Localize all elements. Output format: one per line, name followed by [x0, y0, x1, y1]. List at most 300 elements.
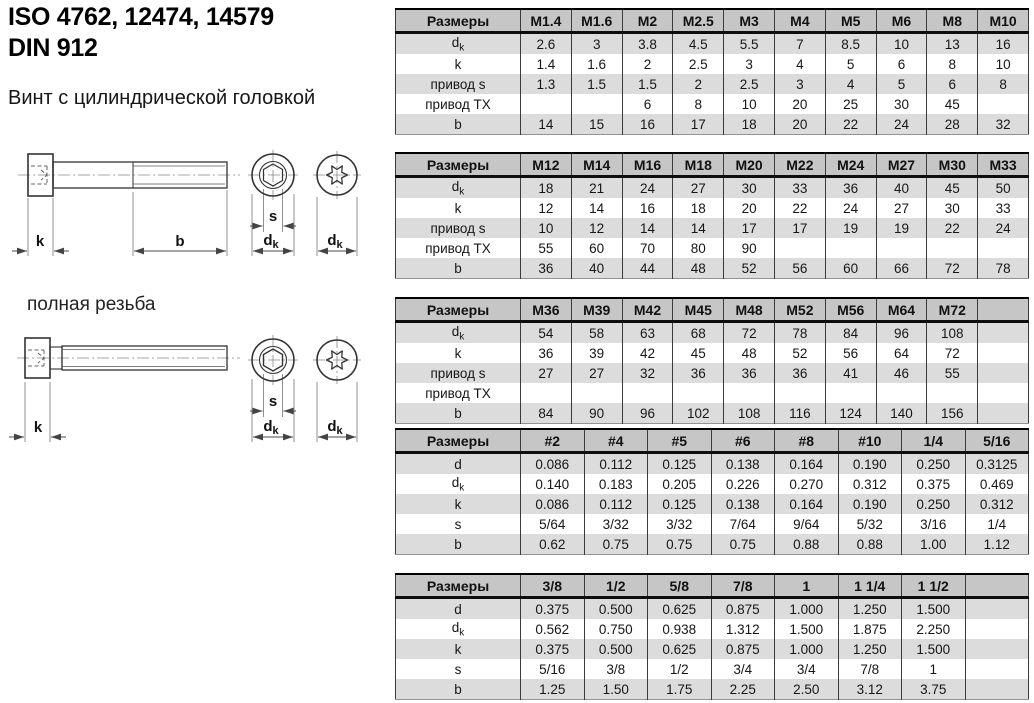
page-title-standards: ISO 4762, 12474, 14579 [8, 3, 274, 31]
dim-label-dk-hex: $d_k$ [263, 232, 279, 251]
cell-value: 2.250 [902, 619, 966, 639]
centerlines [18, 150, 361, 200]
cell-value [571, 94, 622, 114]
cell-value [978, 403, 1029, 424]
cell-value: 0.190 [838, 494, 902, 514]
cell-value [774, 238, 825, 258]
row-label: d [396, 453, 521, 475]
cell-value: 1.3 [521, 74, 572, 94]
cell-value: 84 [825, 322, 876, 344]
cell-value: 6 [927, 74, 978, 94]
cell-value [571, 383, 622, 403]
cell-value: 1.25 [521, 679, 585, 700]
cell-value: 0.875 [711, 598, 775, 620]
cell-value: 52 [774, 343, 825, 363]
cell-value: 0.88 [775, 534, 839, 555]
data-table [395, 297, 1029, 424]
cell-value: 0.625 [648, 639, 712, 659]
row-label: k [396, 494, 521, 514]
cell-value [724, 383, 775, 403]
cell-value: 10 [521, 218, 572, 238]
cell-value: 0.500 [584, 598, 648, 620]
column-header: M4 [774, 9, 825, 33]
cell-value: 5/64 [521, 514, 585, 534]
row-label: привод TX [425, 240, 491, 256]
cell-value: 64 [876, 343, 927, 363]
cell-value: 1.00 [902, 534, 966, 555]
cell-value: 0.250 [902, 453, 966, 475]
table-corner-header: Размеры [396, 574, 521, 598]
cell-value: 20 [774, 94, 825, 114]
cell-value: 2 [673, 74, 724, 94]
table-corner-header: Размеры [396, 298, 521, 322]
cell-value: 5.5 [724, 33, 775, 55]
cell-value: 0.75 [648, 534, 712, 555]
page-title-din: DIN 912 [8, 34, 98, 63]
cell-value: 12 [521, 198, 572, 218]
cell-value: 3 [774, 74, 825, 94]
row-label: $d_k$ [451, 619, 465, 639]
cell-value: 124 [825, 403, 876, 424]
table-row [396, 54, 1029, 74]
cell-value: 12 [571, 218, 622, 238]
cell-value: 42 [622, 343, 673, 363]
cell-value: 4 [774, 54, 825, 74]
table-row [396, 619, 1029, 639]
cell-value: 7/8 [838, 659, 902, 679]
cell-value [825, 238, 876, 258]
row-label: привод s [396, 218, 521, 238]
cell-value: 18 [521, 177, 572, 199]
cell-value: 108 [927, 322, 978, 344]
cell-value: 56 [825, 343, 876, 363]
cell-value [825, 383, 876, 403]
cell-value: 8 [927, 54, 978, 74]
cell-value: 1/4 [965, 514, 1029, 534]
table-row [396, 94, 1029, 114]
cell-value: 0.938 [648, 619, 712, 639]
cell-value: 0.625 [648, 598, 712, 620]
cell-value: 0.312 [838, 474, 902, 494]
cell-value: 1.5 [571, 74, 622, 94]
cell-value: 0.183 [584, 474, 648, 494]
cell-value [927, 383, 978, 403]
cell-value: 1.50 [584, 679, 648, 700]
cell-value: 2.5 [673, 54, 724, 74]
cell-value: 48 [724, 343, 775, 363]
cell-value: 72 [927, 343, 978, 363]
cell-value: 44 [622, 258, 673, 279]
cell-value: 36 [521, 343, 572, 363]
cell-value: 10 [724, 94, 775, 114]
cell-value: 0.375 [902, 474, 966, 494]
cell-value: 2.6 [521, 33, 572, 55]
column-header: #2 [521, 429, 585, 453]
table-row [396, 639, 1029, 659]
column-header: M16 [622, 153, 673, 177]
column-header: M39 [571, 298, 622, 322]
cell-value: 140 [876, 403, 927, 424]
table-row [396, 494, 1029, 514]
column-header: M1.6 [571, 9, 622, 33]
cell-value: 1.500 [902, 598, 966, 620]
column-header: 1 [775, 574, 839, 598]
column-header: M30 [927, 153, 978, 177]
column-header: M2 [622, 9, 673, 33]
cell-value [521, 383, 572, 403]
cell-value: 0.750 [584, 619, 648, 639]
cell-value: 50 [978, 177, 1029, 199]
cell-value: 36 [673, 363, 724, 383]
cell-value: 36 [521, 258, 572, 279]
extension-lines [28, 189, 357, 256]
cell-value: 16 [622, 198, 673, 218]
cell-value: 4.5 [673, 33, 724, 55]
technical-drawing-partial-thread [8, 142, 380, 264]
cell-value: 5/32 [838, 514, 902, 534]
cell-value: 20 [774, 114, 825, 135]
cell-value: 0.250 [902, 494, 966, 514]
cell-value: 16 [622, 114, 673, 135]
cell-value: 21 [571, 177, 622, 199]
cell-value: 0.138 [711, 453, 775, 475]
dimensions-table-imperial-numbered [395, 428, 1029, 555]
cell-value [965, 639, 1029, 659]
dim-label-dk-torx: $d_k$ [327, 418, 343, 437]
cell-value: 0.205 [648, 474, 712, 494]
column-header: M22 [774, 153, 825, 177]
cell-value: 3/32 [648, 514, 712, 534]
row-label: s [454, 516, 462, 532]
column-header: 5/16 [965, 429, 1029, 453]
table-row [396, 598, 1029, 620]
column-header: M24 [825, 153, 876, 177]
cell-value: 22 [927, 218, 978, 238]
column-header: 1 1/2 [902, 574, 966, 598]
centerlines [17, 335, 361, 385]
cell-value: 66 [876, 258, 927, 279]
cell-value: 78 [978, 258, 1029, 279]
table-row [396, 363, 1029, 383]
cell-value: 17 [673, 114, 724, 135]
table-row [396, 177, 1029, 199]
cell-value: 8.5 [825, 33, 876, 55]
cell-value: 116 [774, 403, 825, 424]
cell-value: 45 [927, 177, 978, 199]
cell-value: 41 [825, 363, 876, 383]
cell-value [978, 383, 1029, 403]
cell-value [673, 383, 724, 403]
cell-value: 15 [571, 114, 622, 135]
cell-value: 102 [673, 403, 724, 424]
cell-value: 0.140 [521, 474, 585, 494]
cell-value: 24 [876, 114, 927, 135]
cell-value: 60 [825, 258, 876, 279]
cell-value: 45 [673, 343, 724, 363]
data-table [395, 573, 1029, 700]
cell-value: 36 [724, 363, 775, 383]
column-header: M12 [521, 153, 572, 177]
row-label: привод s [396, 74, 521, 94]
cell-value: 20 [724, 198, 775, 218]
column-header: #6 [711, 429, 775, 453]
cell-value: 0.086 [521, 453, 585, 475]
cell-value: 1.12 [965, 534, 1029, 555]
cell-value: 24 [825, 198, 876, 218]
row-label: b [396, 534, 521, 555]
cell-value: 2.25 [711, 679, 775, 700]
cell-value: 40 [876, 177, 927, 199]
cell-value: 58 [571, 322, 622, 344]
cell-value: 3/4 [711, 659, 775, 679]
cell-value: 22 [825, 114, 876, 135]
cell-value: 1.250 [838, 639, 902, 659]
cell-value: 18 [724, 114, 775, 135]
dimensions-table-imperial-fractional [395, 573, 1029, 700]
cell-value [774, 383, 825, 403]
cell-value: 0.226 [711, 474, 775, 494]
dimensions-table-metric-medium [395, 152, 1029, 279]
cell-value [965, 679, 1029, 700]
cell-value: 0.138 [711, 494, 775, 514]
cell-value: 19 [825, 218, 876, 238]
column-header: M48 [724, 298, 775, 322]
column-header: 5/8 [648, 574, 712, 598]
cell-value [965, 619, 1029, 639]
table-row [396, 238, 1029, 258]
row-label: $d_k$ [396, 177, 521, 199]
cell-value [978, 343, 1029, 363]
dim-label-s: s [268, 393, 278, 410]
cell-value [978, 238, 1029, 258]
column-header: M6 [876, 9, 927, 33]
cell-value: 70 [622, 238, 673, 258]
cell-value: 96 [622, 403, 673, 424]
cell-value [965, 659, 1029, 679]
table-row [396, 258, 1029, 279]
column-header: 1 1/4 [838, 574, 902, 598]
table-corner-header: Размеры [396, 9, 521, 33]
cell-value: 0.086 [521, 494, 585, 514]
cell-value: 5/16 [521, 659, 585, 679]
table-row [396, 679, 1029, 700]
dimension-lines [9, 411, 356, 437]
cell-value [876, 383, 927, 403]
row-label: $d_k$ [451, 474, 465, 494]
column-header: M42 [622, 298, 673, 322]
column-header: M2.5 [673, 9, 724, 33]
column-header: M56 [825, 298, 876, 322]
cell-value: 1.75 [648, 679, 712, 700]
cell-value: 80 [673, 238, 724, 258]
cell-value: 18 [673, 198, 724, 218]
column-header [965, 574, 1029, 598]
cell-value: 3 [724, 54, 775, 74]
table-corner-header: Размеры [396, 153, 521, 177]
cell-value [978, 322, 1029, 344]
cell-value: 1.5 [622, 74, 673, 94]
cell-value: 0.88 [838, 534, 902, 555]
cell-value: 2 [622, 54, 673, 74]
cell-value: 0.164 [775, 494, 839, 514]
cell-value: 0.112 [584, 494, 648, 514]
cell-value: 17 [774, 218, 825, 238]
technical-drawing-full-thread [8, 330, 380, 450]
cell-value: 0.75 [711, 534, 775, 555]
cell-value: 0.112 [584, 453, 648, 475]
dim-label-s: s [268, 208, 278, 225]
cell-value: 0.500 [584, 639, 648, 659]
cell-value: 0.3125 [965, 453, 1029, 475]
column-header: #4 [584, 429, 648, 453]
cell-value [521, 94, 572, 114]
table-row [396, 659, 1029, 679]
column-header: #5 [648, 429, 712, 453]
data-table [395, 428, 1029, 555]
cell-value [927, 238, 978, 258]
column-header: M27 [876, 153, 927, 177]
cell-value: 48 [673, 258, 724, 279]
row-label: $d_k$ [396, 322, 521, 344]
cell-value: 0.469 [965, 474, 1029, 494]
cell-value: 0.125 [648, 453, 712, 475]
cell-value: 27 [571, 363, 622, 383]
cell-value: 3/32 [584, 514, 648, 534]
cell-value: 0.75 [584, 534, 648, 555]
column-header: M14 [571, 153, 622, 177]
cell-value: 3/8 [584, 659, 648, 679]
cell-value: 0.125 [648, 494, 712, 514]
cell-value: 63 [622, 322, 673, 344]
cell-value: 0.270 [775, 474, 839, 494]
table-row [396, 218, 1029, 238]
cell-value: 14 [673, 218, 724, 238]
cell-value: 14 [571, 198, 622, 218]
column-header: M33 [978, 153, 1029, 177]
cell-value: 90 [571, 403, 622, 424]
cell-value: 27 [521, 363, 572, 383]
cell-value: 0.62 [521, 534, 585, 555]
cell-value: 1.000 [775, 639, 839, 659]
column-header: M52 [774, 298, 825, 322]
cell-value: 72 [927, 258, 978, 279]
column-header: 7/8 [711, 574, 775, 598]
data-table [395, 8, 1029, 135]
cell-value: 1/2 [648, 659, 712, 679]
cell-value: 0.164 [775, 453, 839, 475]
cell-value: 55 [927, 363, 978, 383]
table-row [396, 114, 1029, 135]
data-table [395, 152, 1029, 279]
cell-value: 1.500 [902, 639, 966, 659]
cell-value: 5 [876, 74, 927, 94]
cell-value: 55 [521, 238, 572, 258]
row-label: b [396, 114, 521, 135]
table-row [396, 453, 1029, 475]
cell-value: 156 [927, 403, 978, 424]
cell-value: 0.375 [521, 598, 585, 620]
dim-label-k: k [35, 233, 45, 250]
cell-value: 14 [521, 114, 572, 135]
cell-value: 7/64 [711, 514, 775, 534]
cell-value: 3.8 [622, 33, 673, 55]
cell-value [978, 363, 1029, 383]
column-header [978, 298, 1029, 322]
table-row [396, 74, 1029, 94]
dim-label-dk-hex: $d_k$ [263, 418, 279, 437]
cell-value: 3/4 [775, 659, 839, 679]
cell-value: 90 [724, 238, 775, 258]
row-label: $d_k$ [396, 33, 521, 55]
table-row [396, 474, 1029, 494]
column-header: M72 [927, 298, 978, 322]
cell-value: 60 [571, 238, 622, 258]
table-corner-header: Размеры [396, 429, 521, 453]
cell-value: 3/16 [902, 514, 966, 534]
title-block [8, 2, 274, 65]
dim-label-b: b [175, 233, 185, 250]
column-header: #10 [838, 429, 902, 453]
cell-value: 3 [571, 33, 622, 55]
cell-value: 32 [622, 363, 673, 383]
cell-value: 22 [774, 198, 825, 218]
cell-value: 52 [724, 258, 775, 279]
cell-value: 17 [724, 218, 775, 238]
cell-value: 46 [876, 363, 927, 383]
column-header: M10 [978, 9, 1029, 33]
cell-value [876, 238, 927, 258]
cell-value: 24 [622, 177, 673, 199]
cell-value: 33 [774, 177, 825, 199]
row-label: привод TX [425, 385, 491, 401]
row-label: s [454, 661, 462, 677]
cell-value: 72 [724, 322, 775, 344]
dim-label-k: k [33, 419, 43, 436]
cell-value: 1.4 [521, 54, 572, 74]
cell-value [622, 383, 673, 403]
cell-value: 2.5 [724, 74, 775, 94]
cell-value: 19 [876, 218, 927, 238]
cell-value: 56 [774, 258, 825, 279]
cell-value: 8 [978, 74, 1029, 94]
column-header: M18 [673, 153, 724, 177]
column-header: M36 [521, 298, 572, 322]
cell-value: 0.312 [965, 494, 1029, 514]
dim-label-dk-torx: $d_k$ [327, 232, 343, 251]
cell-value: 8 [673, 94, 724, 114]
cell-value: 84 [521, 403, 572, 424]
cell-value: 3.75 [902, 679, 966, 700]
cell-value: 1 [902, 659, 966, 679]
row-label: d [396, 598, 521, 620]
dimensions-table-metric-large [395, 297, 1029, 424]
cell-value: 0.375 [521, 639, 585, 659]
cell-value: 39 [571, 343, 622, 363]
dimensions-table-metric-small [395, 8, 1029, 135]
column-header: M45 [673, 298, 724, 322]
row-label: b [396, 403, 521, 424]
cell-value: 5 [825, 54, 876, 74]
row-label: k [454, 345, 462, 361]
column-header: M1.4 [521, 9, 572, 33]
table-row [396, 343, 1029, 363]
cell-value: 7 [774, 33, 825, 55]
cell-value: 27 [876, 198, 927, 218]
extension-lines [25, 374, 357, 442]
row-label: b [396, 679, 521, 700]
cell-value [978, 94, 1029, 114]
cell-value: 33 [978, 198, 1029, 218]
